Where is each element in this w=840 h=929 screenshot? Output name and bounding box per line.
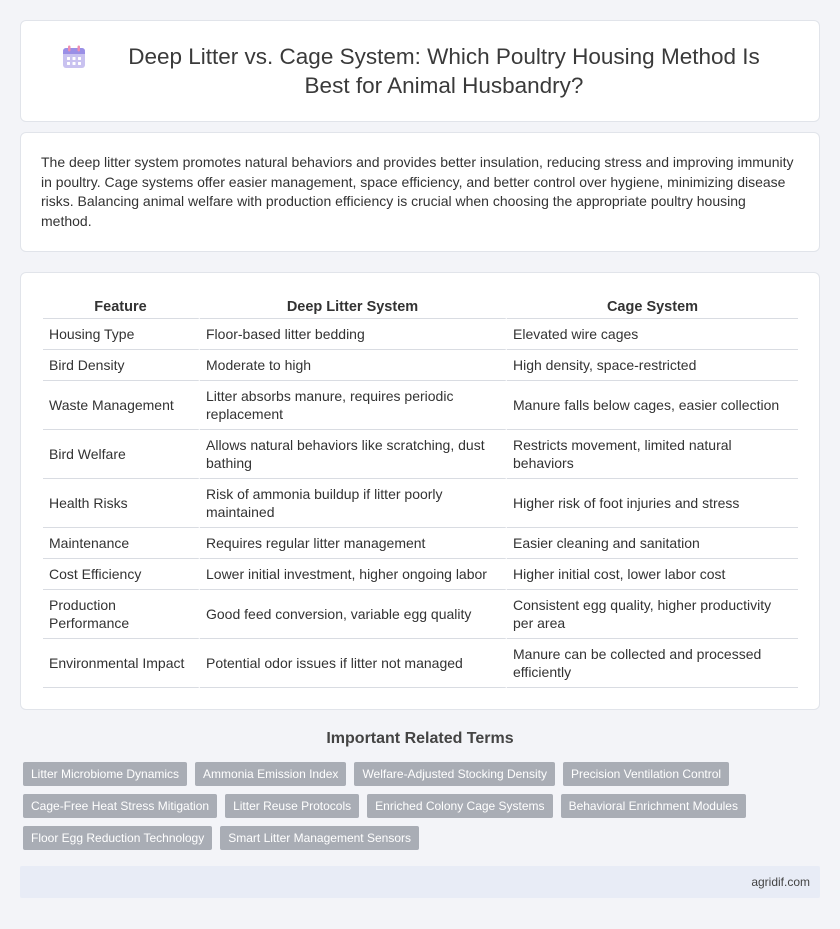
related-term-tag[interactable]: Welfare-Adjusted Stocking Density bbox=[354, 762, 555, 786]
calendar-icon bbox=[61, 44, 87, 70]
comparison-table bbox=[43, 295, 798, 688]
table-row bbox=[43, 430, 798, 479]
table-header-row bbox=[43, 295, 798, 319]
table-cell: Health Risks bbox=[43, 479, 200, 528]
column-header-cage: Cage System bbox=[507, 295, 798, 319]
table-cell: Litter absorbs manure, requires periodic replacement bbox=[200, 381, 507, 430]
table-cell: Waste Management bbox=[43, 381, 200, 430]
table-cell: Good feed conversion, variable egg quality bbox=[200, 590, 507, 639]
table-row bbox=[43, 559, 798, 590]
column-header-feature: Feature bbox=[43, 295, 200, 319]
header-card bbox=[20, 20, 820, 122]
table-cell: Bird Welfare bbox=[43, 430, 200, 479]
table-cell: Moderate to high bbox=[200, 350, 507, 381]
table-row bbox=[43, 381, 798, 430]
related-term-tag[interactable]: Litter Reuse Protocols bbox=[225, 794, 359, 818]
table-cell: Production Performance bbox=[43, 590, 200, 639]
table-cell: Easier cleaning and sanitation bbox=[507, 528, 798, 559]
column-header-deep-litter: Deep Litter System bbox=[200, 295, 507, 319]
footer-bar bbox=[20, 866, 820, 898]
table-cell: Manure can be collected and processed efficiently bbox=[507, 639, 798, 688]
table-row bbox=[43, 528, 798, 559]
table-cell: Lower initial investment, higher ongoing labor bbox=[200, 559, 507, 590]
table-cell: High density, space-restricted bbox=[507, 350, 798, 381]
table-cell: Higher initial cost, lower labor cost bbox=[507, 559, 798, 590]
intro-card bbox=[20, 132, 820, 252]
table-cell: Restricts movement, limited natural behaviors bbox=[507, 430, 798, 479]
related-term-tag[interactable]: Smart Litter Management Sensors bbox=[220, 826, 419, 850]
table-cell: Floor-based litter bedding bbox=[200, 319, 507, 350]
related-terms-list bbox=[23, 762, 823, 850]
table-row bbox=[43, 350, 798, 381]
page-title: Deep Litter vs. Cage System: Which Poultry Housing Method Is Best for Animal Husbandry? bbox=[128, 44, 760, 98]
table-cell: Consistent egg quality, higher productivity per area bbox=[507, 590, 798, 639]
table-cell: Risk of ammonia buildup if litter poorly maintained bbox=[200, 479, 507, 528]
related-term-tag[interactable]: Enriched Colony Cage Systems bbox=[367, 794, 552, 818]
related-term-tag[interactable]: Floor Egg Reduction Technology bbox=[23, 826, 212, 850]
table-row bbox=[43, 479, 798, 528]
comparison-table-card bbox=[20, 272, 820, 710]
related-terms-heading: Important Related Terms bbox=[326, 730, 514, 747]
related-term-tag[interactable]: Ammonia Emission Index bbox=[195, 762, 346, 786]
related-term-tag[interactable]: Behavioral Enrichment Modules bbox=[561, 794, 746, 818]
table-cell: Elevated wire cages bbox=[507, 319, 798, 350]
intro-paragraph: The deep litter system promotes natural behaviors and provides better insulation, reducing stress and improving immunity in poultry. Cage systems offer easier management, space efficiency, and better control over hygiene, minimizing disease risks. Balancing animal welfare with production efficiency is crucial when choosing the appropriate poultry housing method. bbox=[41, 154, 794, 229]
table-cell: Bird Density bbox=[43, 350, 200, 381]
related-term-tag[interactable]: Cage-Free Heat Stress Mitigation bbox=[23, 794, 217, 818]
related-term-tag[interactable]: Precision Ventilation Control bbox=[563, 762, 729, 786]
table-cell: Manure falls below cages, easier collection bbox=[507, 381, 798, 430]
table-cell: Maintenance bbox=[43, 528, 200, 559]
table-cell: Allows natural behaviors like scratching, dust bathing bbox=[200, 430, 507, 479]
table-cell: Requires regular litter management bbox=[200, 528, 507, 559]
table-row bbox=[43, 319, 798, 350]
footer-site-link[interactable]: agridif.com bbox=[751, 875, 810, 889]
related-term-tag[interactable]: Litter Microbiome Dynamics bbox=[23, 762, 187, 786]
table-cell: Potential odor issues if litter not managed bbox=[200, 639, 507, 688]
table-cell: Environmental Impact bbox=[43, 639, 200, 688]
table-cell: Higher risk of foot injuries and stress bbox=[507, 479, 798, 528]
table-cell: Housing Type bbox=[43, 319, 200, 350]
table-cell: Cost Efficiency bbox=[43, 559, 200, 590]
table-row bbox=[43, 639, 798, 688]
table-row bbox=[43, 590, 798, 639]
